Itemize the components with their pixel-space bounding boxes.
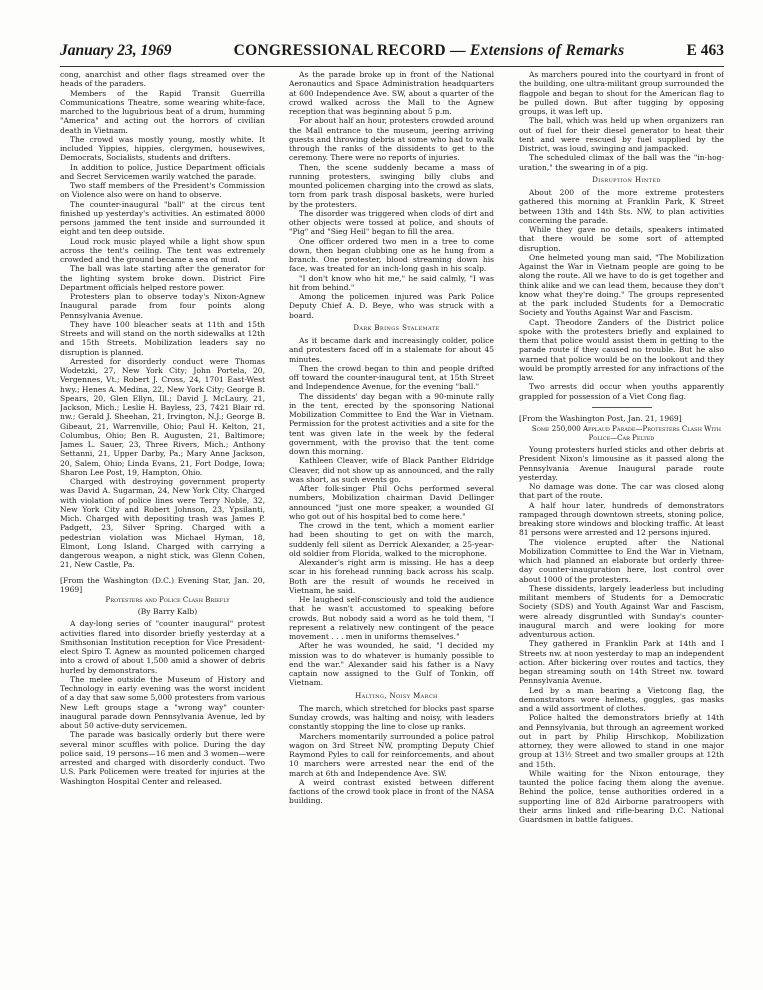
paragraph: As the parade broke up in front of the National Aeronautics and Space Administration headquarters at 600 Independence Ave. SW, about a quarter of the crowd walked across the Mall to the Agnew reception that was beginning about 5 p.m. [289, 70, 494, 116]
paragraph: Alexander's right arm is missing. He has a deep scar in his forehead running back across his scalp. Both are the result of wounds he received in Vietnam, he said. [289, 558, 494, 595]
paragraph: As it became dark and increasingly colder, police and protesters faced off in a stalemate for about 45 minutes. [289, 336, 494, 364]
paragraph: As marchers poured into the courtyard in front of the building, one ultra-militant group surrounded the flagpole and began to shout for the American flag to be pulled down. But after tugging by opposing groups, it was left up. [519, 70, 724, 116]
paragraph: He laughed self-consciously and told the audience that he wasn't accustomed to speaking before crowds. But nobody said a word as he told them, "I represent a relatively new contingent of the peace movement . . . men in uniforms themselves." [289, 595, 494, 641]
paragraph: While they gave no details, speakers intimated that there would be some sort of attempted disruption. [519, 225, 724, 253]
paragraph: The melee outside the Museum of History and Technology in early evening was the worst incident of a day that saw some 5,000 protesters from various New Left groups stage a "wrong way" counter-inaugural parade down Pennsylvania Avenue, led by about 50 active-duty servicemen. [60, 674, 265, 730]
section-divider [592, 407, 652, 408]
paragraph: The dissidents' day began with a 90-minute rally in the tent, erected by the sponsoring National Mobilization Committee to End the War in Vietnam. Permission for the protest activities and a site for the tent was given late in the week by the federal government, with the proviso that the tent come down this morning. [289, 391, 494, 456]
paragraph: Two arrests did occur when youths apparently grappled for possession of a Viet Cong flag. [519, 382, 724, 401]
paragraph: Members of the Rapid Transit Guerrilla Communications Theatre, some wearing white-face, marched to the lugubrious beat of a drum, humming "America" and acting out the horrors of civilian death in Vietnam. [60, 88, 265, 135]
paragraph: Loud rock music played while a light show spun across the tent's ceiling. The tent was extremely crowded and the ground became a sea of mud. [60, 236, 265, 264]
paragraph: The scheduled climax of the ball was the "in-hog-uration," the swearing in of a pig. [519, 153, 724, 172]
header-date: January 23, 1969 [60, 42, 172, 59]
column-2 [289, 70, 494, 975]
publication-name: CONGRESSIONAL RECORD [233, 42, 446, 59]
paragraph: A day-long series of "counter inaugural" protest activities flared into disorder briefly yesterday at a Smithsonian Institution reception for Vice President-elect Spiro T. Agnew as mounted policemen charged into a crowd of about 1,500 amid a shower of debris hurled by demonstrators. [60, 619, 265, 675]
paragraph: Arrested for disorderly conduct were Thomas Wodetzki, 27, New York City; John Portela, 20, Vergennes, Vt.; Robert J. Cross, 24, 1701 East-West hwy.; Henes A. Medina, 22, New York City; George B. Spears, 20, Glen Ellyn, Ill.; David J. McLaury, 21, Jackson, Mich.; Leslie H. Bayless, 23, 7421 Blair rd. nw.; Gerald J. Sheehan, 21, Irvington, N.J.; George B. Gibeaut, 21, Warrenville, Ohio; Paul H. Kelton, 21, Columbus, Ohio; Ben R. Augusten, 21, Baltimore; James L. Sauer, 23, Three Rivers, Mich.; Anthony Settanni, 21, Upper Darby, Pa.; Mary Anne Jackson, 20, Salem, Ohio; Linda Evans, 21, Fort Dodge, Iowa; Sharon Lee Post, 19, Hampton, Ohio. [60, 356, 265, 477]
paragraph: Kathleen Cleaver, wife of Black Panther Eldridge Cleaver, did not show up as announced, and the rally was short, as such events go. [289, 456, 494, 484]
subheading: Halting, Noisy March [355, 691, 438, 700]
paragraph: They have 100 bleacher seats at 11th and 15th Streets and will stand on the north sidewalks at 12th and 15th Streets. Mobilization leaders say no disruption is planned. [60, 319, 265, 357]
article-headline: Some 250,000 Applaud Parade—Protesters Clash With Police—Car Pelted [531, 425, 722, 442]
paragraph: Marchers momentarily surrounded a police patrol wagon on 3rd Street NW, prompting Deputy Chief Raymond Pyles to call for reinforcements, and about 10 marchers were arrested near the end of the march at 6th and Independence Ave. SW. [289, 731, 494, 778]
paragraph: For about half an hour, protesters crowded around the Mall entrance to the museum, jeering arriving guests and throwing debris at some who had to walk through the ranks of the dissidents to get to the ceremony. There were no reports of injuries. [289, 116, 494, 163]
paragraph: Then the crowd began to thin and people drifted off toward the counter-inaugural tent, at 15th Street and Independence Avenue, for the evening "ball." [289, 363, 494, 392]
header-title: CONGRESSIONAL RECORD — Extensions of Remarks [233, 42, 625, 59]
paragraph: A half hour later, hundreds of demonstrators rampaged through downtown streets, stoning police, breaking store windows and blocking traffic. At least 81 persons were arrested and 12 persons injured. [519, 500, 724, 538]
paragraph: The counter-inaugural "ball" at the circus tent finished up yesterday's activities. An estimated 8000 persons jammed the tent inside and surrounded it eight and ten deep outside. [60, 199, 265, 237]
page-header [60, 42, 724, 66]
paragraph: Two staff members of the President's Commission on Violence also were on hand to observe. [60, 181, 265, 200]
paragraph: Led by a man bearing a Vietcong flag, the demonstrators wore helmets, goggles, gas masks and a wild assortment of clothes. [519, 685, 724, 713]
paragraph: These dissidents, largely leaderless but including militant members of Students for a Democratic Society (SDS) and Youth Against War and Fascism, were already disgruntled with Sunday's counter-inaugural march and were looking for more adventurous action. [519, 583, 724, 639]
paragraph: They gathered in Franklin Park at 14th and I Streets nw. at noon yesterday to map an independent action. After bickering over routes and tactics, they began streaming south on 14th Street nw. toward Pennsylvania Avenue. [519, 639, 724, 686]
paragraph: The disorder was triggered when clods of dirt and other objects were tossed at police, and shouts of "Pig" and "Sieg Heil" began to fill the area. [289, 208, 494, 237]
paragraph: "I don't know who hit me," he said calmly, "I was hit from behind." [289, 273, 494, 292]
article-headline: Protesters and Police Clash Briefly [105, 596, 230, 604]
paragraph: While waiting for the Nixon entourage, they taunted the police facing them along the avenue. Behind the police, tense authorities ordered in a supporting line of 82d Airborne paratroopers with their arms linked and rifle-bearing D.C. National Guardsmen in battle fatigues. [519, 768, 724, 824]
byline: (By Barry Kalb) [137, 607, 198, 616]
paragraph: Charged with destroying government property was David A. Sugarman, 24, New York City. Charged with violation of police lines were Terry Noble, 32, New York City and Robert Johnson, 23, Ypsilanti, Mich. Charged with depositing trash was James P. Padgett, 23, Silver Spring. Charged with a pedestrian violation was Michael Hyman, 18, Elmont, Long Island. Charged with carrying a dangerous weapon, a night stick, was Glenn Cohen, 21, New Castle, Pa. [60, 477, 265, 570]
paragraph: Protesters plan to observe today's Nixon-Agnew Inaugural parade from four points along Pennsylvania Avenue. [60, 292, 265, 320]
paragraph: The crowd in the tent, which a moment earlier had been shouting to get on with the march, suddenly fell silent as Derrick Alexander, a 25-year-old soldier from Florida, walked to the microphone. [289, 521, 494, 558]
column-3 [519, 70, 724, 975]
paragraph: The ball was late starting after the generator for the lighting system broke down. District Fire Department officials helped restore power. [60, 264, 265, 292]
paragraph: A weird contrast existed between different factions of the crowd took place in front of the NASA building. [289, 777, 494, 806]
source-citation: [From the Washington Post, Jan. 21, 1969] [519, 413, 682, 423]
page-number: E 463 [686, 42, 724, 59]
paragraph: The parade was basically orderly but there were several minor scuffles with police. During the day police said, 19 persons—16 men and 3 women—were arrested and charged with disorderly conduct. Two U.S. Park Policemen were treated for injuries at the Washington Hospital Center and released. [60, 730, 265, 786]
paragraph: One officer ordered two men in a tree to come down, then began clubbing one as he hung from a branch. One protester, blood streaming down his face, was treated for an inch-long gash in his scalp. [289, 236, 494, 274]
header-rule [60, 66, 724, 67]
column-1 [60, 70, 265, 975]
paragraph: About 200 of the more extreme protesters gathered this morning at Franklin Park, K Street between 13th and 14th Sts. NW, to plan activities concerning the parade. [519, 188, 724, 225]
subheading: Disruption Hinted [592, 175, 661, 184]
paragraph: Capt. Theodore Zanders of the District police spoke with the protesters briefly and explained to them that police would assist them in getting to the parade route if they caused no trouble. But he also warned that police would be on the lookout and they would be promptly arrested for any infractions of the law. [519, 317, 724, 382]
paragraph: In addition to police, Justice Department officials and Secret Servicemen warily watched the parade. [60, 162, 265, 181]
paragraph: Young protesters hurled sticks and other debris at President Nixon's limousine as it passed along the Pennsylvania Avenue Inaugural parade route yesterday. [519, 445, 724, 482]
paragraph: After folk-singer Phil Ochs performed several numbers, Mobilization chairman David Dellinger announced "just one more speaker, a wounded GI who got out of his hospital bed to come here." [289, 484, 494, 521]
paragraph: One helmeted young man said, "The Mobilization Against the War in Vietnam people are going to be along the route. All we have to do is get together and think alike and we can lead them, because they don't know what they're doing." The groups represented at the park included Students for a Democratic Society and Youths Against War and Fascism. [519, 252, 724, 318]
paragraph: cong, anarchist and other flags streamed over the heads of the paraders. [60, 70, 265, 89]
section-name: Extensions of Remarks [470, 42, 625, 59]
source-citation: [From the Washington (D.C.) Evening Star, Jan. 20, 1969] [60, 575, 265, 594]
paragraph: The crowd was mostly young, mostly white. It included Yippies, hippies, clergymen, housewives, Democrats, Socialists, students and drifters. [60, 134, 265, 163]
paragraph: The ball, which was held up when organizers ran out of fuel for their diesel generator to heat their tent and were rescued by fuel supplied by the District, was loud, swinging and jampacked. [519, 116, 724, 153]
subheading: Dark Brings Stalemate [353, 323, 440, 332]
paragraph: Among the policemen injured was Park Police Deputy Chief A. D. Beye, who was struck with a board. [289, 292, 494, 320]
paragraph: No damage was done. The car was closed along that part of the route. [519, 482, 724, 501]
paragraph: The violence erupted after the National Mobilization Committee to End the War in Vietnam, which had planned an elaborate but orderly three-day counter-inauguration here, lost control over about 1000 of the protesters. [519, 537, 724, 584]
paragraph: After he was wounded, he said, "I decided my mission was to do whatever is humanly possible to end the war." Alexander said his father is a Navy captain now assigned to the Gulf of Tonkin, off Vietnam. [289, 641, 494, 688]
paragraph: Police halted the demonstrators briefly at 14th and Pennsylvania, but through an agreement worked out in part by Philip Hirschkop, Mobilization attorney, they were allowed to stand in one major group at 13½ Street and two smaller groups at 12th and 15th. [519, 713, 724, 769]
paragraph: Then, the scene suddenly became a mass of running protesters, swinging billy clubs and mounted policemen charging into the crowd as slats, torn from park trash disposal baskets, were hurled by the protesters. [289, 162, 494, 209]
paragraph: The march, which stretched for blocks past sparse Sunday crowds, was halting and noisy, with leaders constantly stopping the line to close up ranks. [289, 703, 494, 732]
